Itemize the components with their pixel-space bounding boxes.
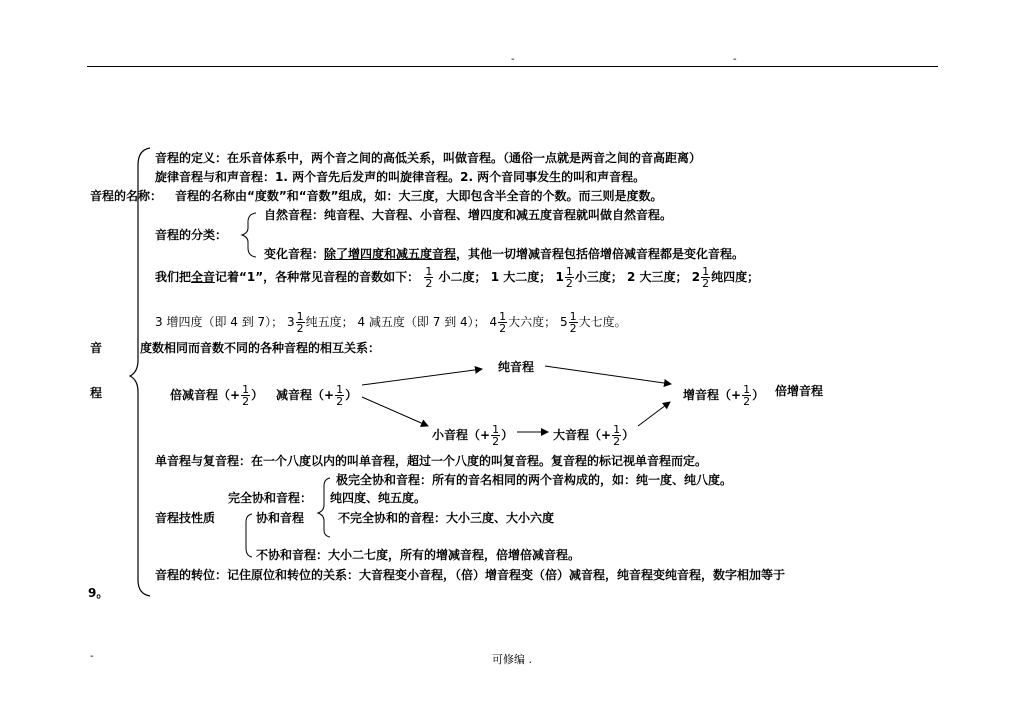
fraction: $\frac{1}{2}$ [702,265,710,290]
altered-line: 变化音程：除了增四度和减五度音程，其他一切增减音程包括倍增倍减音程都是变化音程。 [264,247,745,261]
fraction: $\frac{1}{2}$ [296,310,304,335]
header-mark: - [733,54,737,65]
semitone-line-2: 3 增四度（即 4 到 7）； 3 $\frac{1}{2}$ 纯五度； 4 减五度（即 7 到 4）； 4 $\frac{1}{2}$ 大六度； 5 $\frac{1}{2}$ 大七度。 [155,310,627,335]
double-dim-node: 倍减音程（+ $\frac{1}{2}$ ） [170,383,264,408]
major-node: 大音程（+ $\frac{1}{2}$ ） [553,423,635,448]
nature-brace [246,514,252,557]
footer-left-mark: - [90,651,94,662]
dim-node: 减音程（+ $\frac{1}{2}$ ） [276,383,358,408]
classification-label: 音程的分类： [155,228,228,242]
perfect-node: 纯音程 [498,360,535,374]
side-title-cheng: 程 [90,386,103,400]
nature-label: 音程技性质 [155,511,216,525]
consonant-brace [318,478,330,537]
fraction: $\frac{1}{2}$ [492,423,500,448]
natural-line: 自然音程：纯音程、大音程、小音程、增四度和减五度音程就叫做自然音程。 [264,208,673,222]
arrow-perfect-to-aug [545,366,671,384]
dissonant-line: 不协和音程：大小二七度，所有的增减音程，倍增倍减音程。 [256,548,581,562]
absolute-consonant-line: 极完全协和音程：所有的音名相同的两个音构成的，如：纯一度、纯八度。 [336,473,733,487]
double-aug-node: 倍增音程 [775,384,824,398]
definition-line: 音程的定义：在乐音体系中，两个音之间的高低关系，叫做音程。（通俗一点就是两音之间的音高距离） [155,151,702,165]
semitone-line: 我们把全音记着“1”，各种常见音程的音数如下： $\frac{1}{2}$ 小二度； 1 大二度； 1 $\frac{1}{2}$ 小三度； 2 大三度； 2 $\frac{1}{2}$ 纯四度； [155,265,760,290]
inversion-nine: 9。 [88,586,109,600]
arrow-dim-to-minor [362,397,428,426]
relation-line: 度数相同而音数不同的各种音程的相互关系： [140,341,381,355]
footer-right-mark: . [528,653,532,666]
fraction: $\frac{1}{2}$ [613,423,621,448]
side-title-yin: 音 [90,341,103,355]
minor-node: 小音程（+ $\frac{1}{2}$ ） [432,423,514,448]
inversion-line: 音程的转位：记住原位和转位的关系：大音程变小音程，（倍）增音程变（倍）减音程，纯音程变纯音程，数字相加等于 [155,568,786,582]
fraction: $\frac{1}{2}$ [569,310,577,335]
footer [0,651,1024,667]
name-line: 音程的名称由“度数”和“音数”组成，如：大三度，大即包含半全音的个数。而三则是度数。 [175,189,663,203]
header-mark: - [511,54,515,65]
arrow-dim-to-perfect [362,369,482,385]
consonant-label: 协和音程 [256,511,305,525]
footer-text: 可修编 [492,653,525,666]
arrow-major-to-aug [638,402,670,426]
fraction: $\frac{1}{2}$ [425,265,433,290]
classification-brace [242,213,256,257]
melodic-harmonic-line: 旋律音程与和声音程：1. 两个音先后发声的叫旋律音程。2. 两个音同事发生的叫和声音程。 [155,170,646,184]
simple-compound-line: 单音程与复音程：在一个八度以内的叫单音程，超过一个八度的叫复音程。复音程的标记视单音程而定。 [155,454,708,468]
complete-consonant-examples: 纯四度、纯五度。 [330,491,427,505]
fraction: $\frac{1}{2}$ [743,383,751,408]
fraction: $\frac{1}{2}$ [565,265,573,290]
fraction: $\frac{1}{2}$ [242,383,250,408]
imperfect-consonant-line: 不完全协和的音程：大小三度、大小六度 [338,511,555,525]
fraction: $\frac{1}{2}$ [499,310,507,335]
fraction: $\frac{1}{2}$ [336,383,344,408]
main-brace [130,148,150,596]
complete-consonant-label: 完全协和音程： [228,491,313,505]
side-title: 音程的名称： [90,189,163,203]
aug-node: 增音程（+ $\frac{1}{2}$ ） [683,383,765,408]
